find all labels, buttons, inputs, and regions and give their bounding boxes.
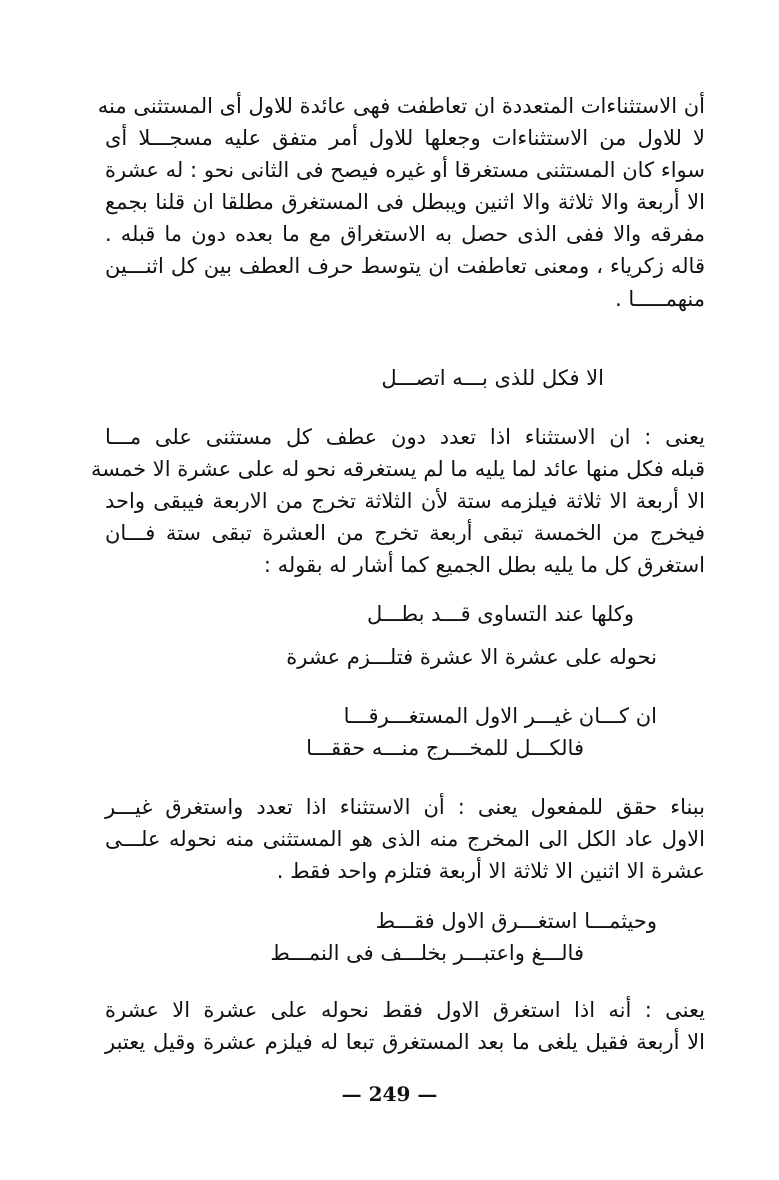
page-number: — 249 — <box>341 1082 438 1106</box>
paragraph-line: قبله فكل منها عائد لما يليه ما لم يستغرقه نحو له على عشرة الا خمسة <box>91 457 705 481</box>
paragraph-line: عشرة الا اثنين الا ثلاثة الا أربعة فتلزم واحد فقط . <box>276 859 705 883</box>
paragraph-line: الاول عاد الكل الى المخرج منه الذى هو المستثنى منه نحوله علـــى <box>105 827 705 851</box>
paragraph-line: سواء كان المستثنى مستغرقا أو غيره فيصح فى الثانى نحو : له عشرة <box>105 158 705 182</box>
paragraph-line: استغرق كل ما يليه بطل الجميع كما أشار له بقوله : <box>263 553 705 577</box>
verse-line: وحيثمـــا استغـــرق الاول فقـــط <box>375 909 657 933</box>
verse-line: الا فكل للذى بـــه اتصـــل <box>381 366 604 390</box>
paragraph-line: فيخرج من الخمسة تبقى أربعة تخرج من العشرة تبقى ستة فـــان <box>105 521 705 545</box>
paragraph-line: مفرقه والا ففى الذى حصل به الاستغراق مع ما بعده دون ما قبله . <box>105 222 705 246</box>
verse-line: ان كـــان غيـــر الاول المستغـــرقـــا <box>343 704 657 728</box>
verse-line: نحوله على عشرة الا عشرة فتلـــزم عشرة <box>286 645 657 669</box>
paragraph-line: لا للاول من الاستثناءات وجعلها للاول أمر متفق عليه مسجـــلا أى <box>105 126 705 150</box>
paragraph-line: الا أربعة الا ثلاثة فيلزمه ستة لأن الثلاثة تخرج من الاربعة فيبقى واحد <box>105 489 705 513</box>
paragraph-line: الا أربعة فقيل يلغى ما بعد المستغرق تبعا له فيلزم عشرة وقيل يعتبر <box>105 1030 705 1054</box>
paragraph-line: الا أربعة والا ثلاثة والا اثنين ويبطل فى المستغرق مطلقا ان قلنا بجمع <box>105 190 705 214</box>
paragraph-line: قاله زكرياء ، ومعنى تعاطفت ان يتوسط حرف العطف بين كل اثنـــين <box>105 254 705 278</box>
verse-line: وكلها عند التساوى قـــد بطـــل <box>367 602 634 626</box>
verse-line: فالكـــل للمخـــرج منـــه حققـــا <box>306 736 584 760</box>
paragraph-line: يعنى : ان الاستثناء اذا تعدد دون عطف كل مستثنى على مـــا <box>105 425 705 449</box>
paragraph-line: منهمـــــا . <box>615 287 705 311</box>
paragraph-line: ببناء حقق للمفعول يعنى : أن الاستثناء اذا تعدد واستغرق غيـــر <box>105 795 705 819</box>
verse-line: فالـــغ واعتبـــر بخلـــف فى النمـــط <box>270 941 584 965</box>
paragraph-line: أن الاستثناءات المتعددة ان تعاطفت فهى عائدة للاول أى المستثنى منه <box>97 94 705 118</box>
paragraph-line: يعنى : أنه اذا استغرق الاول فقط نحوله على عشرة الا عشرة <box>105 998 705 1022</box>
